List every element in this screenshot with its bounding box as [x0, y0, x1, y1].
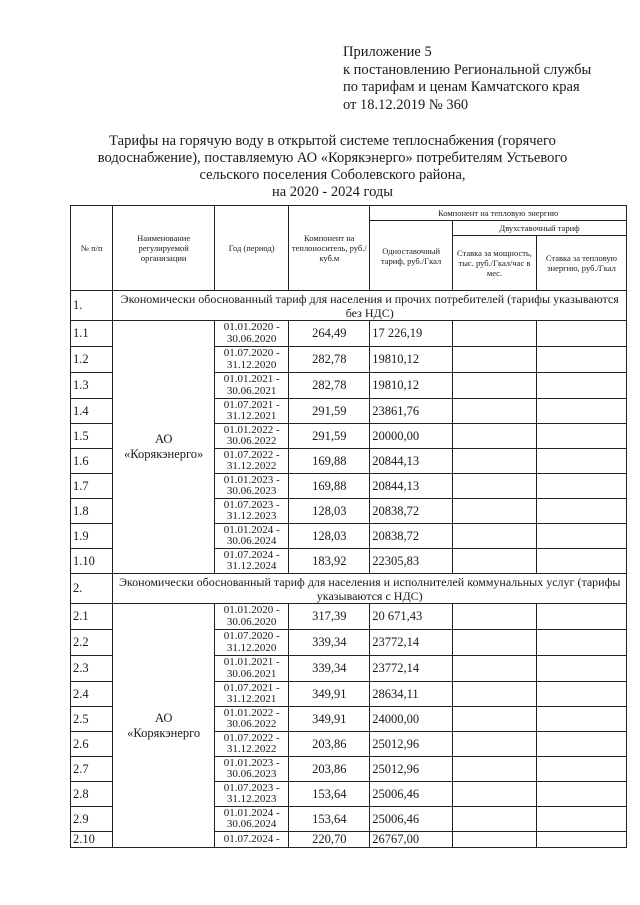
row-number: 1.10 [71, 549, 113, 574]
period-end: 31.12.2023 [226, 793, 277, 805]
single-rate-value: 23772,14 [370, 656, 453, 682]
energy-rate-value [536, 807, 626, 832]
period-start: 01.01.2020 - [223, 321, 280, 333]
period-start: 01.07.2023 - [223, 781, 280, 794]
header-energy-group: Компонент на тепловую энергию [370, 206, 627, 221]
period-end: 31.12.2020 [226, 358, 277, 371]
energy-rate-value [536, 424, 626, 449]
single-rate-value: 19810,12 [370, 347, 453, 373]
section-description: Экономически обоснованный тариф для населения и исполнителей коммунальных услуг (тарифы указываются с НДС) [113, 574, 627, 604]
appendix-line: к постановлению Региональной службы [343, 61, 592, 78]
title-line: Тарифы на горячую воду в открытой системе теплоснабжения (горячего [109, 133, 556, 149]
energy-rate-value [536, 399, 626, 424]
power-rate-value [453, 347, 537, 373]
energy-rate-value [536, 524, 626, 549]
appendix-line: по тарифам и ценам Камчатского края [343, 79, 580, 95]
period-end: 31.12.2022 [226, 743, 277, 755]
carrier-value: 220,70 [289, 832, 370, 848]
period-end: 30.06.2023 [226, 768, 277, 780]
period-start: 01.07.2022 - [223, 448, 280, 461]
power-rate-value [453, 424, 537, 449]
power-rate-value [453, 682, 537, 707]
row-number: 1.6 [71, 449, 113, 474]
period-start: 01.07.2024 - [223, 832, 280, 845]
energy-rate-value [536, 549, 626, 574]
energy-rate-value [536, 832, 626, 848]
power-rate-value [453, 524, 537, 549]
period-cell [214, 321, 289, 347]
energy-rate-value [536, 321, 626, 347]
header-power-rate: Ставка за мощность, тыс. руб./Гкал/час в мес. [453, 236, 537, 291]
row-number: 2.8 [71, 782, 113, 807]
period-cell [214, 782, 289, 807]
power-rate-value [453, 630, 537, 656]
period-cell [214, 474, 289, 499]
section-header-row [71, 574, 627, 604]
single-rate-value: 25012,96 [370, 732, 453, 757]
energy-rate-value [536, 782, 626, 807]
row-number: 1.2 [71, 347, 113, 373]
carrier-value: 203,86 [289, 732, 370, 757]
row-number: 2.4 [71, 682, 113, 707]
period-end: 30.06.2020 [226, 332, 277, 345]
appendix-line: от 18.12.2019 № 360 [343, 96, 469, 113]
single-rate-value: 19810,12 [370, 373, 453, 399]
section-header-row [71, 291, 627, 321]
single-rate-value: 26767,00 [370, 832, 453, 848]
period-cell [214, 499, 289, 524]
power-rate-value [453, 807, 537, 832]
carrier-value: 291,59 [289, 399, 370, 424]
single-rate-value: 24000,00 [370, 707, 453, 732]
energy-rate-value [536, 630, 626, 656]
title-line: водоснабжение), поставляемую АО «Корякэнерго» потребителям Устьевого [97, 150, 568, 166]
carrier-value: 169,88 [289, 449, 370, 474]
row-number: 2.3 [71, 656, 113, 682]
single-rate-value: 25006,46 [370, 782, 453, 807]
single-rate-value: 23772,14 [370, 630, 453, 656]
carrier-value: 349,91 [289, 707, 370, 732]
period-cell [214, 682, 289, 707]
period-cell [214, 732, 289, 757]
row-number: 2.5 [71, 707, 113, 732]
period-cell [214, 630, 289, 656]
single-rate-value: 25006,46 [370, 807, 453, 832]
organization-cell [113, 321, 214, 574]
header-single-rate: Одноставочный тариф, руб./Гкал [370, 221, 453, 291]
period-cell [214, 524, 289, 549]
organization-cell [113, 604, 214, 848]
period-end: 30.06.2024 [226, 535, 277, 547]
row-number: 2.6 [71, 732, 113, 757]
period-end: 30.06.2021 [226, 384, 277, 397]
period-cell [214, 347, 289, 373]
section-number: 1. [71, 291, 113, 321]
single-rate-value: 20838,72 [370, 499, 453, 524]
power-rate-value [453, 549, 537, 574]
carrier-value: 128,03 [289, 524, 370, 549]
table-row [71, 604, 627, 630]
energy-rate-value [536, 373, 626, 399]
single-rate-value: 25012,96 [370, 757, 453, 782]
period-cell [214, 832, 289, 848]
energy-rate-value [536, 707, 626, 732]
period-end: 30.06.2022 [226, 718, 277, 730]
row-number: 2.1 [71, 604, 113, 630]
period-end: 31.12.2021 [226, 693, 277, 705]
period-end: 31.12.2022 [226, 460, 277, 472]
period-cell [214, 424, 289, 449]
period-start: 01.07.2021 - [223, 398, 280, 411]
carrier-value: 282,78 [289, 373, 370, 399]
period-start: 01.07.2020 - [223, 630, 280, 642]
row-number: 1.3 [71, 373, 113, 399]
energy-rate-value [536, 449, 626, 474]
period-start: 01.01.2024 - [223, 806, 280, 819]
header-carrier: Компонент на теплоноситель, руб./куб.м [289, 206, 370, 291]
period-cell [214, 604, 289, 630]
carrier-value: 169,88 [289, 474, 370, 499]
carrier-value: 317,39 [289, 604, 370, 630]
header-org: Наименование регулируемой организации [113, 206, 214, 291]
section-description: Экономически обоснованный тариф для населения и прочих потребителей (тарифы указываются без НДС) [113, 291, 627, 321]
energy-rate-value [536, 499, 626, 524]
period-cell [214, 707, 289, 732]
period-start: 01.07.2022 - [223, 731, 280, 744]
energy-rate-value [536, 656, 626, 682]
tariff-table [70, 205, 627, 848]
power-rate-value [453, 373, 537, 399]
power-rate-value [453, 321, 537, 347]
period-start: 01.01.2021 - [223, 373, 280, 385]
period-start: 01.07.2020 - [223, 347, 280, 359]
period-start: 01.07.2024 - [223, 548, 280, 561]
row-number: 1.7 [71, 474, 113, 499]
appendix-line: Приложение 5 [343, 44, 432, 60]
row-number: 1.4 [71, 399, 113, 424]
period-end: 30.06.2022 [226, 435, 277, 447]
single-rate-value: 22305,83 [370, 549, 453, 574]
period-end: 30.06.2023 [226, 485, 277, 497]
organization-name: «Корякэнерго» [124, 447, 204, 461]
period-end: 30.06.2020 [226, 615, 277, 628]
period-cell [214, 373, 289, 399]
carrier-value: 183,92 [289, 549, 370, 574]
single-rate-value: 20000,00 [370, 424, 453, 449]
period-start: 01.01.2023 - [223, 756, 280, 769]
period-end: 31.12.2021 [226, 410, 277, 422]
carrier-value: 264,49 [289, 321, 370, 347]
row-number: 2.2 [71, 630, 113, 656]
single-rate-value: 20844,13 [370, 474, 453, 499]
period-cell [214, 807, 289, 832]
period-end: 31.12.2020 [226, 641, 277, 654]
period-cell [214, 757, 289, 782]
carrier-value: 153,64 [289, 807, 370, 832]
row-number: 1.5 [71, 424, 113, 449]
carrier-value: 291,59 [289, 424, 370, 449]
energy-rate-value [536, 757, 626, 782]
header-period: Год (период) [214, 206, 289, 291]
power-rate-value [453, 474, 537, 499]
period-cell [214, 549, 289, 574]
single-rate-value: 23861,76 [370, 399, 453, 424]
single-rate-value: 28634,11 [370, 682, 453, 707]
title-line: сельского поселения Соболевского района, [199, 167, 466, 183]
energy-rate-value [536, 347, 626, 373]
period-start: 01.01.2023 - [223, 473, 280, 486]
single-rate-value: 20838,72 [370, 524, 453, 549]
organization-name: «Корякэнерго [127, 725, 201, 740]
appendix-header [343, 44, 591, 114]
row-number: 1.9 [71, 524, 113, 549]
power-rate-value [453, 707, 537, 732]
section-number: 2. [71, 574, 113, 604]
period-start: 01.01.2022 - [223, 706, 280, 719]
power-rate-value [453, 399, 537, 424]
table-row [71, 321, 627, 347]
energy-rate-value [536, 682, 626, 707]
document-title [80, 133, 585, 201]
period-start: 01.07.2021 - [223, 681, 280, 694]
power-rate-value [453, 782, 537, 807]
period-end: 30.06.2021 [226, 667, 277, 680]
energy-rate-value [536, 474, 626, 499]
carrier-value: 339,34 [289, 656, 370, 682]
row-number: 2.10 [71, 832, 113, 848]
power-rate-value [453, 656, 537, 682]
row-number: 2.7 [71, 757, 113, 782]
period-start: 01.01.2022 - [223, 423, 280, 436]
carrier-value: 349,91 [289, 682, 370, 707]
single-rate-value: 17 226,19 [370, 321, 453, 347]
row-number: 2.9 [71, 807, 113, 832]
period-end: 31.12.2023 [226, 510, 277, 522]
period-cell [214, 656, 289, 682]
power-rate-value [453, 449, 537, 474]
row-number: 1.8 [71, 499, 113, 524]
power-rate-value [453, 499, 537, 524]
single-rate-value: 20844,13 [370, 449, 453, 474]
power-rate-value [453, 604, 537, 630]
organization-line: АО [154, 710, 173, 725]
header-energy-rate: Ставка за тепловую энергию, руб./Гкал [536, 236, 626, 291]
header-num: № п/п [71, 206, 113, 291]
period-start: 01.01.2020 - [223, 604, 280, 616]
title-line: на 2020 - 2024 годы [271, 184, 394, 200]
period-cell [214, 449, 289, 474]
energy-rate-value [536, 604, 626, 630]
carrier-value: 128,03 [289, 499, 370, 524]
period-start: 01.07.2023 - [223, 498, 280, 511]
power-rate-value [453, 732, 537, 757]
period-end: 30.06.2024 [226, 818, 277, 830]
power-rate-value [453, 757, 537, 782]
carrier-value: 153,64 [289, 782, 370, 807]
organization-line: АО [154, 432, 173, 446]
power-rate-value [453, 832, 537, 848]
header-two-rate-group: Двухставочный тариф [453, 221, 627, 236]
period-cell [214, 399, 289, 424]
period-start: 01.01.2021 - [223, 656, 280, 668]
energy-rate-value [536, 732, 626, 757]
single-rate-value: 20 671,43 [370, 604, 453, 630]
period-end: 31.12.2024 [226, 560, 277, 572]
carrier-value: 282,78 [289, 347, 370, 373]
carrier-value: 339,34 [289, 630, 370, 656]
row-number: 1.1 [71, 321, 113, 347]
carrier-value: 203,86 [289, 757, 370, 782]
period-start: 01.01.2024 - [223, 523, 280, 536]
